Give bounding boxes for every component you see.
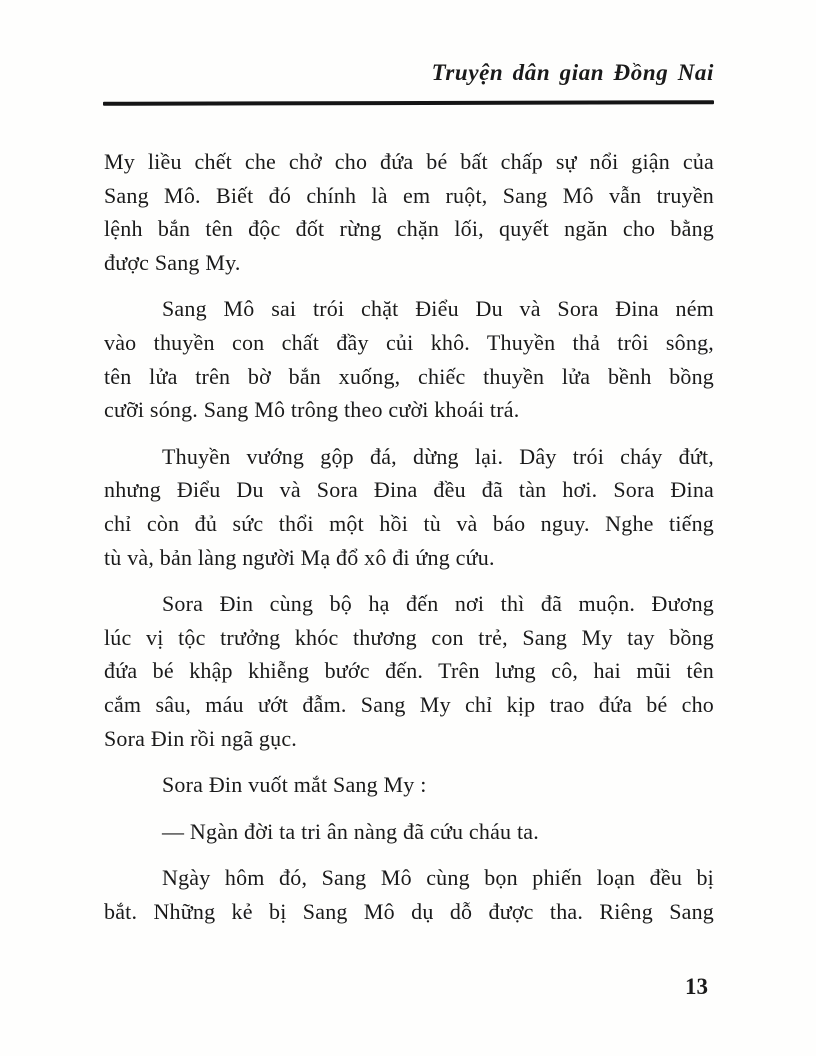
text-line: Sora Đin rồi ngã gục. — [104, 725, 297, 751]
text-line: bắt. Những kẻ bị Sang Mô dụ dỗ được tha. Riêng Sang — [104, 898, 714, 924]
text-line: cưỡi sóng. Sang Mô trông theo cười khoái trá. — [104, 397, 520, 423]
paragraph — [104, 587, 714, 755]
text-line: lệnh bắn tên độc đốt rừng chặn lối, quyết ngăn cho bằng — [104, 216, 714, 242]
text-line: nhưng Điểu Du và Sora Đina đều đã tàn hơi. Sora Đina — [104, 477, 714, 503]
header-rule — [103, 100, 714, 106]
text-line: Sang Mô sai trói chặt Điểu Du và Sora Đina ném — [162, 296, 714, 322]
text-line: đứa bé khập khiễng bước đến. Trên lưng cô, hai mũi tên — [104, 658, 714, 684]
text-line: tên lửa trên bờ bắn xuống, chiếc thuyền lửa bềnh bồng — [104, 363, 714, 389]
paragraph — [104, 440, 714, 574]
text-line: vào thuyền con chất đầy củi khô. Thuyền thả trôi sông, — [104, 329, 714, 355]
text-line: tù và, bản làng người Mạ đổ xô đi ứng cứu. — [104, 544, 495, 570]
text-line: — Ngàn đời ta tri ân nàng đã cứu cháu ta. — [162, 818, 539, 844]
paragraph — [104, 861, 714, 928]
text-line: chỉ còn đủ sức thổi một hồi tù và báo nguy. Nghe tiếng — [104, 510, 714, 536]
text-line: My liều chết che chở cho đứa bé bất chấp sự nổi giận của — [104, 149, 714, 174]
text-line: Sang Mô. Biết đó chính là em ruột, Sang Mô vẫn truyền — [104, 182, 714, 208]
text-line: Ngày hôm đó, Sang Mô cùng bọn phiến loạn đều bị — [162, 865, 714, 891]
text-line: lúc vị tộc trưởng khóc thương con trẻ, Sang My tay bồng — [104, 624, 714, 650]
running-header-title: Truyện dân gian Đồng Nai — [431, 60, 714, 85]
paragraph — [104, 145, 714, 279]
text-line: Sora Đin cùng bộ hạ đến nơi thì đã muộn. Đương — [162, 591, 714, 617]
page-number: 13 — [685, 974, 708, 999]
story-text — [104, 145, 714, 928]
paragraph — [104, 292, 714, 426]
text-line: Sora Đin vuốt mắt Sang My : — [162, 772, 427, 798]
paragraph — [104, 768, 714, 802]
text-line: được Sang My. — [104, 249, 241, 275]
text-line: Thuyền vướng gộp đá, dừng lại. Dây trói cháy đứt, — [162, 443, 714, 469]
paragraph — [104, 815, 714, 849]
text-line: cắm sâu, máu ướt đẫm. Sang My chỉ kịp trao đứa bé cho — [104, 691, 714, 717]
